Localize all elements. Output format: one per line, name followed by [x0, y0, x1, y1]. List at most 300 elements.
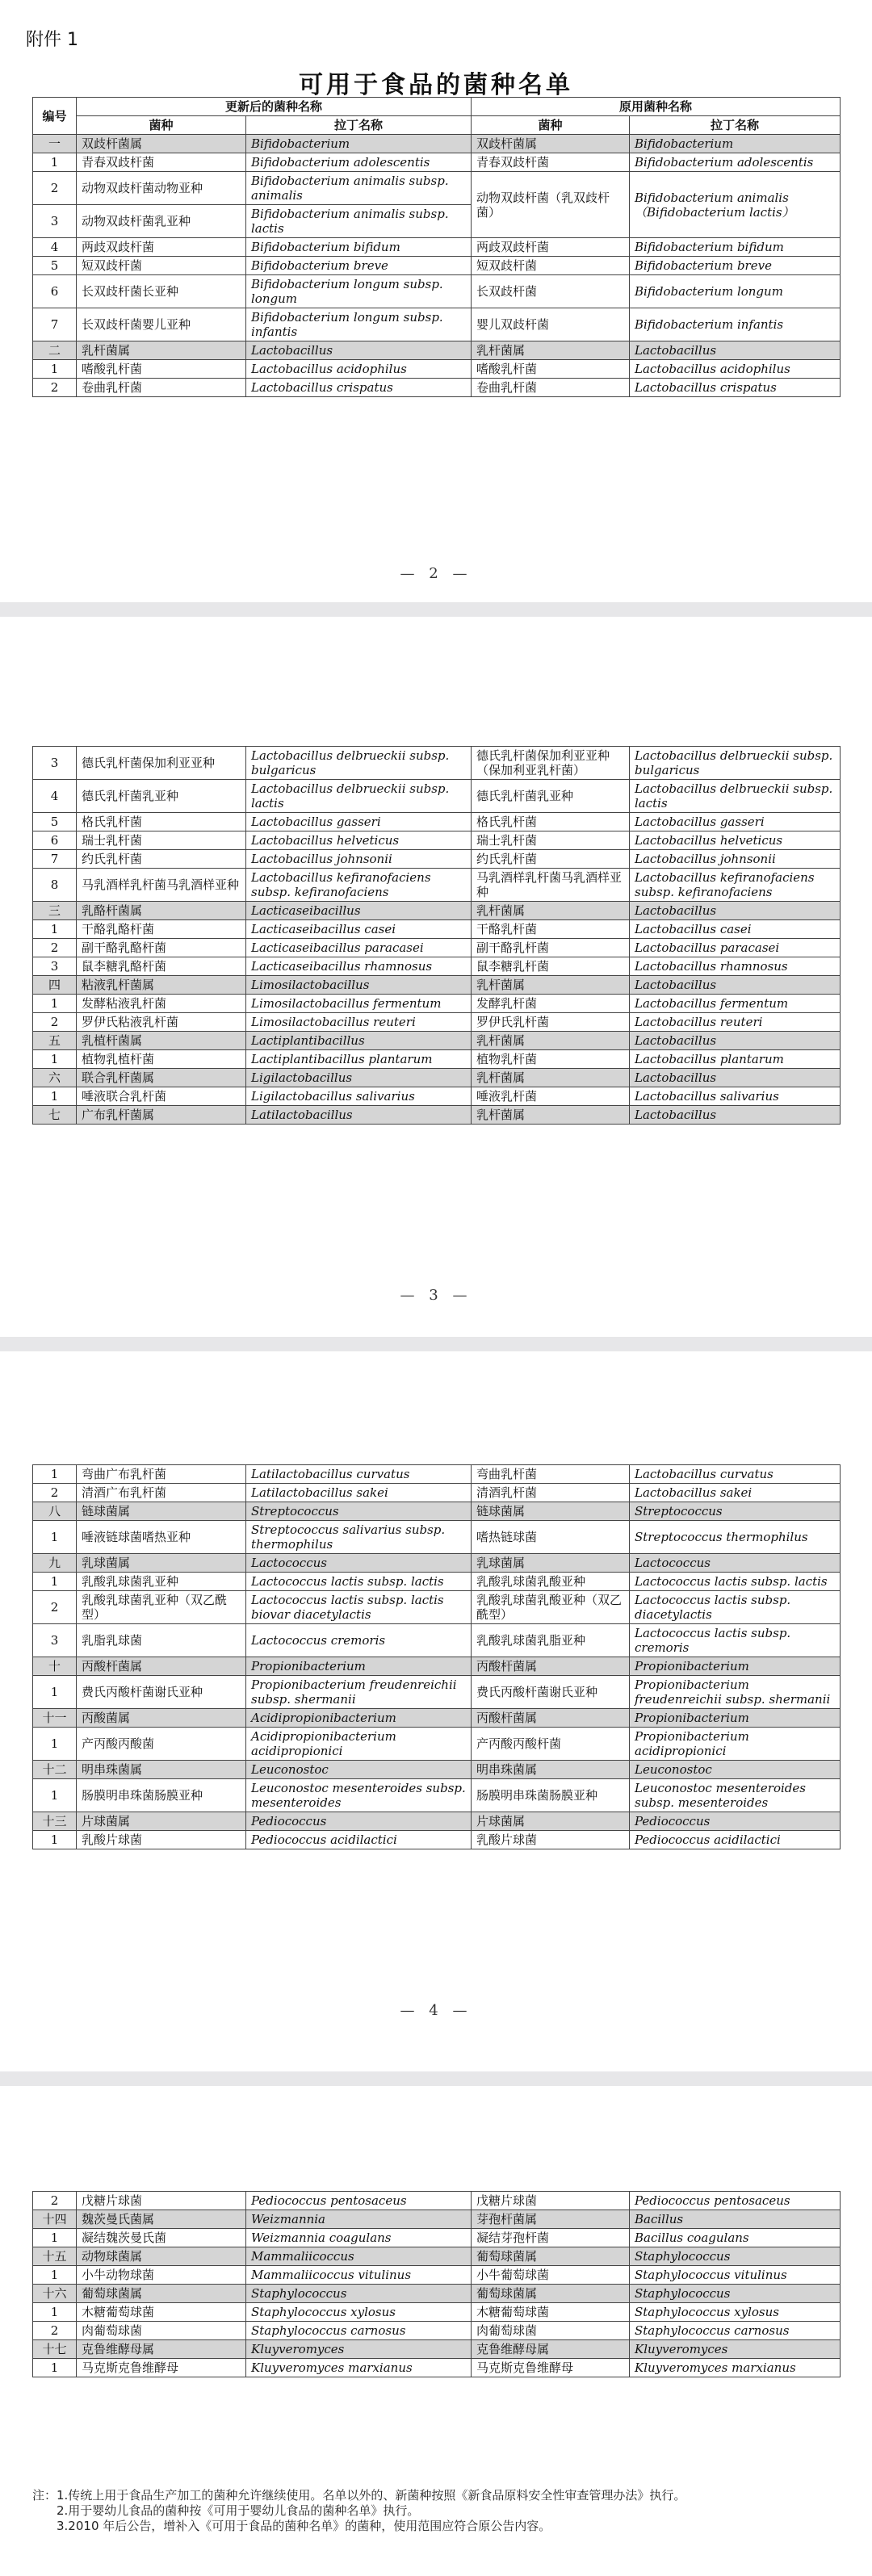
cell-number: 1 [33, 1573, 77, 1591]
cell-original-strain: 戊糖片球菌 [472, 2192, 630, 2210]
cell-original-strain: 乳杆菌属 [472, 341, 630, 360]
cell-original-latin: Propionibacterium freudenreichii subsp. shermanii [630, 1676, 841, 1709]
cell-strain: 唾液链球菌嗜热亚种 [77, 1521, 246, 1554]
cell-number: 七 [33, 1106, 77, 1125]
cell-original-latin: Pediococcus pentosaceus [630, 2192, 841, 2210]
cell-original-strain: 婴儿双歧杆菌 [472, 308, 630, 341]
cell-latin: Lactobacillus crispatus [246, 379, 472, 397]
cell-original-strain: 乳杆菌属 [472, 1106, 630, 1125]
cell-latin: Lacticaseibacillus casei [246, 920, 472, 939]
cell-original-strain: 短双歧杆菌 [472, 257, 630, 275]
cell-original-strain: 小牛葡萄球菌 [472, 2266, 630, 2285]
cell-original-strain: 长双歧杆菌 [472, 275, 630, 308]
cell-latin: Latilactobacillus [246, 1106, 472, 1125]
cell-latin: Lactococcus cremoris [246, 1624, 472, 1657]
cell-strain: 罗伊氏粘液乳杆菌 [77, 1013, 246, 1032]
table-row [33, 1013, 841, 1032]
cell-number: 1 [33, 1779, 77, 1812]
cell-number: 四 [33, 976, 77, 995]
cell-strain: 粘液乳杆菌属 [77, 976, 246, 995]
cell-strain: 产丙酸丙酸菌 [77, 1728, 246, 1761]
cell-original-strain: 肉葡萄球菌 [472, 2322, 630, 2340]
cell-original-strain: 肠膜明串珠菌肠膜亚种 [472, 1779, 630, 1812]
cell-latin: Streptococcus [246, 1502, 472, 1521]
cell-number: 6 [33, 275, 77, 308]
table-row [33, 308, 841, 341]
genus-row [33, 1709, 841, 1728]
cell-number: 5 [33, 813, 77, 831]
genus-row [33, 1106, 841, 1125]
cell-latin: Lactobacillus [246, 341, 472, 360]
cell-original-strain: 植物乳杆菌 [472, 1050, 630, 1069]
cell-strain: 马乳酒样乳杆菌马乳酒样亚种 [77, 869, 246, 902]
cell-original-strain: 清酒乳杆菌 [472, 1484, 630, 1502]
genus-row [33, 2340, 841, 2359]
cell-latin: Lacticaseibacillus paracasei [246, 939, 472, 957]
cell-number: 十四 [33, 2210, 77, 2229]
cell-strain: 格氏乳杆菌 [77, 813, 246, 831]
cell-strain: 瑞士乳杆菌 [77, 831, 246, 850]
page-number: — 4 — [400, 2002, 472, 2019]
genus-row [33, 976, 841, 995]
cell-original-strain: 副干酪乳杆菌 [472, 939, 630, 957]
cell-latin: Bifidobacterium [246, 135, 472, 153]
cell-original-strain: 乳杆菌属 [472, 1069, 630, 1087]
cell-original-strain: 丙酸杆菌属 [472, 1709, 630, 1728]
cell-strain: 清酒广布乳杆菌 [77, 1484, 246, 1502]
cell-latin: Lactococcus lactis subsp. lactis [246, 1573, 472, 1591]
strain-table-page-3 [32, 1464, 841, 1849]
cell-original-latin: Lactococcus [630, 1554, 841, 1573]
cell-original-latin: Staphylococcus vitulinus [630, 2266, 841, 2285]
cell-strain: 两歧双歧杆菌 [77, 238, 246, 257]
cell-latin: Lactobacillus helveticus [246, 831, 472, 850]
cell-strain: 约氏乳杆菌 [77, 850, 246, 869]
cell-number: 十三 [33, 1812, 77, 1831]
cell-original-strain: 马乳酒样乳杆菌马乳酒样亚种 [472, 869, 630, 902]
cell-latin: Weizmannia [246, 2210, 472, 2229]
table-row [33, 995, 841, 1013]
cell-latin: Mammaliicoccus vitulinus [246, 2266, 472, 2285]
cell-latin: Lactobacillus delbrueckii subsp. lactis [246, 780, 472, 813]
cell-number: 3 [33, 1624, 77, 1657]
cell-original-latin: Lactobacillus curvatus [630, 1465, 841, 1484]
cell-original-latin: Bifidobacterium bifidum [630, 238, 841, 257]
table-row [33, 1087, 841, 1106]
header-original-name: 原用菌种名称 [472, 98, 841, 116]
cell-original-latin: Lactobacillus acidophilus [630, 360, 841, 379]
cell-original-latin: Staphylococcus [630, 2247, 841, 2266]
header-updated-name: 更新后的菌种名称 [77, 98, 472, 116]
cell-original-strain: 乳杆菌属 [472, 902, 630, 920]
cell-number: 九 [33, 1554, 77, 1573]
cell-strain: 乳酸片球菌 [77, 1831, 246, 1849]
cell-strain: 链球菌属 [77, 1502, 246, 1521]
cell-latin: Kluyveromyces [246, 2340, 472, 2359]
cell-latin: Pediococcus pentosaceus [246, 2192, 472, 2210]
cell-original-strain: 干酪乳杆菌 [472, 920, 630, 939]
table-row [33, 1831, 841, 1849]
cell-number: 2 [33, 939, 77, 957]
cell-number: 1 [33, 360, 77, 379]
table-row [33, 747, 841, 780]
footnote-3: 3.2010 年后公告，增补入《可用于食品的菌种名单》的菌种，使用范围应符合原公告内容。 [57, 2519, 551, 2533]
cell-number: 1 [33, 1831, 77, 1849]
table-row [33, 920, 841, 939]
cell-original-strain: 片球菌属 [472, 1812, 630, 1831]
document-title: 可用于食品的菌种名单 [299, 71, 573, 99]
cell-number: 2 [33, 1591, 77, 1624]
cell-strain: 乳酸乳球菌乳亚种（双乙酰型） [77, 1591, 246, 1624]
page-separator [0, 2071, 872, 2086]
cell-strain: 德氏乳杆菌乳亚种 [77, 780, 246, 813]
table-row [33, 1624, 841, 1657]
cell-original-latin: Lactobacillus [630, 341, 841, 360]
cell-number: 1 [33, 1728, 77, 1761]
cell-original-latin: Bifidobacterium infantis [630, 308, 841, 341]
table-row [33, 1484, 841, 1502]
genus-row [33, 1502, 841, 1521]
cell-original-strain: 罗伊氏乳杆菌 [472, 1013, 630, 1032]
cell-original-latin: Lactobacillus plantarum [630, 1050, 841, 1069]
cell-number: 2 [33, 1013, 77, 1032]
genus-row [33, 1761, 841, 1779]
cell-latin: Bifidobacterium animalis subsp. lactis [246, 205, 472, 238]
cell-original-strain: 德氏乳杆菌保加利亚亚种（保加利亚乳杆菌） [472, 747, 630, 780]
table-row [33, 2266, 841, 2285]
cell-original-latin: Kluyveromyces [630, 2340, 841, 2359]
cell-original-latin: Lactobacillus kefiranofaciens subsp. kefiranofaciens [630, 869, 841, 902]
genus-row [33, 2210, 841, 2229]
cell-original-latin: Leuconostoc [630, 1761, 841, 1779]
cell-latin: Lactobacillus acidophilus [246, 360, 472, 379]
cell-strain: 干酪乳酪杆菌 [77, 920, 246, 939]
cell-original-latin: Lactobacillus [630, 902, 841, 920]
cell-original-latin: Lactobacillus sakei [630, 1484, 841, 1502]
cell-strain: 卷曲乳杆菌 [77, 379, 246, 397]
table-row [33, 831, 841, 850]
cell-latin: Pediococcus [246, 1812, 472, 1831]
cell-strain: 广布乳杆菌属 [77, 1106, 246, 1125]
cell-original-latin: Staphylococcus [630, 2285, 841, 2303]
table-row [33, 2322, 841, 2340]
table-row [33, 1676, 841, 1709]
cell-original-strain: 嗜热链球菌 [472, 1521, 630, 1554]
cell-original-strain: 凝结芽孢杆菌 [472, 2229, 630, 2247]
cell-original-strain: 嗜酸乳杆菌 [472, 360, 630, 379]
cell-strain: 克鲁维酵母属 [77, 2340, 246, 2359]
page-2 [0, 617, 872, 1448]
cell-original-latin: Bifidobacterium adolescentis [630, 153, 841, 172]
cell-strain: 木糖葡萄球菌 [77, 2303, 246, 2322]
cell-number: 2 [33, 379, 77, 397]
cell-latin: Latilactobacillus curvatus [246, 1465, 472, 1484]
cell-number: 十五 [33, 2247, 77, 2266]
table-row [33, 869, 841, 902]
cell-original-strain: 青春双歧杆菌 [472, 153, 630, 172]
cell-strain: 青春双歧杆菌 [77, 153, 246, 172]
cell-number: 一 [33, 135, 77, 153]
cell-original-latin: Lactobacillus johnsonii [630, 850, 841, 869]
cell-strain: 戊糖片球菌 [77, 2192, 246, 2210]
cell-original-strain: 动物双歧杆菌（乳双歧杆菌） [472, 172, 630, 238]
cell-strain: 乳球菌属 [77, 1554, 246, 1573]
cell-number: 1 [33, 1676, 77, 1709]
cell-number: 十 [33, 1657, 77, 1676]
cell-latin: Ligilactobacillus [246, 1069, 472, 1087]
cell-strain: 肠膜明串珠菌肠膜亚种 [77, 1779, 246, 1812]
cell-strain: 鼠李糖乳酪杆菌 [77, 957, 246, 976]
cell-original-latin: Bacillus coagulans [630, 2229, 841, 2247]
footnote-1: 注：1.传统上用于食品生产加工的菌种允许继续使用。名单以外的、新菌种按照《新食品原料安全性审查管理办法》执行。 [32, 2488, 686, 2503]
cell-latin: Bifidobacterium animalis subsp. animalis [246, 172, 472, 205]
cell-latin: Latilactobacillus sakei [246, 1484, 472, 1502]
cell-strain: 唾液联合乳杆菌 [77, 1087, 246, 1106]
strain-table-page-1 [32, 97, 841, 397]
cell-latin: Staphylococcus carnosus [246, 2322, 472, 2340]
genus-row [33, 1812, 841, 1831]
cell-original-latin: Pediococcus acidilactici [630, 1831, 841, 1849]
cell-number: 2 [33, 1484, 77, 1502]
cell-number: 7 [33, 308, 77, 341]
cell-original-latin: Bifidobacterium [630, 135, 841, 153]
cell-number: 1 [33, 2229, 77, 2247]
cell-original-latin: Bacillus [630, 2210, 841, 2229]
cell-number: 3 [33, 747, 77, 780]
table-row [33, 172, 841, 205]
cell-strain: 凝结魏茨曼氏菌 [77, 2229, 246, 2247]
cell-original-strain: 格氏乳杆菌 [472, 813, 630, 831]
cell-strain: 嗜酸乳杆菌 [77, 360, 246, 379]
cell-original-latin: Bifidobacterium longum [630, 275, 841, 308]
cell-original-strain: 乳杆菌属 [472, 976, 630, 995]
cell-original-latin: Lactobacillus delbrueckii subsp. lactis [630, 780, 841, 813]
cell-original-strain: 双歧杆菌属 [472, 135, 630, 153]
table-row [33, 1465, 841, 1484]
cell-strain: 丙酸杆菌属 [77, 1657, 246, 1676]
header-strain: 菌种 [77, 116, 246, 135]
cell-original-latin: Lactobacillus paracasei [630, 939, 841, 957]
cell-latin: Bifidobacterium longum subsp. longum [246, 275, 472, 308]
cell-strain: 长双歧杆菌长亚种 [77, 275, 246, 308]
cell-latin: Lactobacillus delbrueckii subsp. bulgaricus [246, 747, 472, 780]
table-row [33, 238, 841, 257]
table-row [33, 1521, 841, 1554]
cell-latin: Propionibacterium freudenreichii subsp. shermanii [246, 1676, 472, 1709]
cell-number: 1 [33, 1087, 77, 1106]
cell-number: 1 [33, 920, 77, 939]
cell-original-strain: 丙酸杆菌属 [472, 1657, 630, 1676]
page-number: — 2 — [400, 565, 472, 582]
cell-number: 三 [33, 902, 77, 920]
cell-original-strain: 马克斯克鲁维酵母 [472, 2359, 630, 2377]
table-row [33, 360, 841, 379]
cell-number: 2 [33, 2322, 77, 2340]
cell-original-latin: Lactobacillus helveticus [630, 831, 841, 850]
cell-strain: 丙酸菌属 [77, 1709, 246, 1728]
cell-number: 1 [33, 1465, 77, 1484]
cell-original-strain: 乳酸乳球菌乳脂亚种 [472, 1624, 630, 1657]
cell-original-latin: Lactobacillus [630, 1106, 841, 1125]
footnotes [32, 2488, 840, 2534]
cell-number: 3 [33, 957, 77, 976]
attachment-label: 附件 1 [26, 30, 78, 50]
cell-strain: 葡萄球菌属 [77, 2285, 246, 2303]
cell-original-latin: Bifidobacterium animalis（Bifidobacterium lactis） [630, 172, 841, 238]
table-row [33, 813, 841, 831]
table-row [33, 1573, 841, 1591]
cell-number: 十七 [33, 2340, 77, 2359]
cell-original-strain: 乳酸乳球菌乳酸亚种 [472, 1573, 630, 1591]
cell-strain: 动物双歧杆菌乳亚种 [77, 205, 246, 238]
table-row [33, 257, 841, 275]
cell-original-strain: 明串珠菌属 [472, 1761, 630, 1779]
cell-latin: Leuconostoc [246, 1761, 472, 1779]
cell-strain: 魏茨曼氏菌属 [77, 2210, 246, 2229]
cell-latin: Lactobacillus johnsonii [246, 850, 472, 869]
cell-number: 5 [33, 257, 77, 275]
cell-latin: Lacticaseibacillus [246, 902, 472, 920]
table-row [33, 957, 841, 976]
cell-strain: 弯曲广布乳杆菌 [77, 1465, 246, 1484]
cell-latin: Bifidobacterium longum subsp. infantis [246, 308, 472, 341]
cell-original-strain: 葡萄球菌属 [472, 2247, 630, 2266]
cell-latin: Kluyveromyces marxianus [246, 2359, 472, 2377]
table-row [33, 2192, 841, 2210]
cell-original-strain: 乳杆菌属 [472, 1032, 630, 1050]
table-row [33, 1728, 841, 1761]
cell-latin: Ligilactobacillus salivarius [246, 1087, 472, 1106]
cell-strain: 乳植杆菌属 [77, 1032, 246, 1050]
table-row [33, 2359, 841, 2377]
table-row [33, 275, 841, 308]
cell-original-latin: Streptococcus [630, 1502, 841, 1521]
footnote-2: 2.用于婴幼儿食品的菌种按《可用于婴幼儿食品的菌种名单》执行。 [57, 2503, 420, 2518]
cell-original-strain: 乳酸片球菌 [472, 1831, 630, 1849]
cell-original-strain: 链球菌属 [472, 1502, 630, 1521]
table-row [33, 780, 841, 813]
cell-original-latin: Lactobacillus delbrueckii subsp. bulgaricus [630, 747, 841, 780]
cell-number: 二 [33, 341, 77, 360]
cell-number: 十二 [33, 1761, 77, 1779]
cell-original-strain: 乳球菌属 [472, 1554, 630, 1573]
cell-strain: 乳酪杆菌属 [77, 902, 246, 920]
genus-row [33, 1554, 841, 1573]
header-original-strain: 菌种 [472, 116, 630, 135]
cell-original-strain: 约氏乳杆菌 [472, 850, 630, 869]
cell-original-strain: 唾液乳杆菌 [472, 1087, 630, 1106]
cell-strain: 联合乳杆菌属 [77, 1069, 246, 1087]
genus-row [33, 1032, 841, 1050]
cell-original-latin: Lactobacillus [630, 1069, 841, 1087]
cell-strain: 肉葡萄球菌 [77, 2322, 246, 2340]
strain-table-page-4 [32, 2191, 841, 2377]
cell-latin: Lactiplantibacillus [246, 1032, 472, 1050]
cell-original-strain: 芽孢杆菌属 [472, 2210, 630, 2229]
cell-original-strain: 克鲁维酵母属 [472, 2340, 630, 2359]
header-latin: 拉丁名称 [246, 116, 472, 135]
cell-original-strain: 鼠李糖乳杆菌 [472, 957, 630, 976]
cell-number: 1 [33, 2303, 77, 2322]
cell-original-latin: Lactobacillus fermentum [630, 995, 841, 1013]
header-original-latin: 拉丁名称 [630, 116, 841, 135]
page-separator [0, 1337, 872, 1351]
cell-latin: Bifidobacterium breve [246, 257, 472, 275]
header-number: 编号 [33, 98, 77, 135]
cell-strain: 乳酸乳球菌乳亚种 [77, 1573, 246, 1591]
genus-row [33, 1657, 841, 1676]
cell-latin: Streptococcus salivarius subsp. thermophilus [246, 1521, 472, 1554]
cell-original-latin: Kluyveromyces marxianus [630, 2359, 841, 2377]
cell-original-strain: 木糖葡萄球菌 [472, 2303, 630, 2322]
cell-original-strain: 德氏乳杆菌乳亚种 [472, 780, 630, 813]
cell-number: 1 [33, 2266, 77, 2285]
cell-original-latin: Lactobacillus salivarius [630, 1087, 841, 1106]
table-row [33, 1779, 841, 1812]
cell-strain: 双歧杆菌属 [77, 135, 246, 153]
cell-number: 八 [33, 1502, 77, 1521]
cell-original-latin: Staphylococcus carnosus [630, 2322, 841, 2340]
cell-strain: 明串珠菌属 [77, 1761, 246, 1779]
page-3 [0, 1351, 872, 2062]
cell-number: 8 [33, 869, 77, 902]
table-row [33, 379, 841, 397]
genus-row [33, 902, 841, 920]
table-row [33, 2229, 841, 2247]
cell-strain: 短双歧杆菌 [77, 257, 246, 275]
genus-row [33, 2247, 841, 2266]
cell-original-latin: Propionibacterium acidipropionici [630, 1728, 841, 1761]
page-1 [0, 0, 872, 582]
genus-row [33, 1069, 841, 1087]
cell-original-latin: Lactococcus lactis subsp. lactis [630, 1573, 841, 1591]
table-row [33, 1050, 841, 1069]
cell-strain: 长双歧杆菌婴儿亚种 [77, 308, 246, 341]
cell-latin: Staphylococcus xylosus [246, 2303, 472, 2322]
cell-number: 十六 [33, 2285, 77, 2303]
cell-strain: 植物乳植杆菌 [77, 1050, 246, 1069]
cell-latin: Staphylococcus [246, 2285, 472, 2303]
cell-original-latin: Lactococcus lactis subsp. cremoris [630, 1624, 841, 1657]
cell-original-strain: 瑞士乳杆菌 [472, 831, 630, 850]
cell-strain: 副干酪乳酪杆菌 [77, 939, 246, 957]
cell-strain: 动物双歧杆菌动物亚种 [77, 172, 246, 205]
cell-latin: Lactococcus [246, 1554, 472, 1573]
cell-strain: 发酵粘液乳杆菌 [77, 995, 246, 1013]
page-number: — 3 — [400, 1287, 472, 1304]
cell-latin: Lacticaseibacillus rhamnosus [246, 957, 472, 976]
cell-latin: Pediococcus acidilactici [246, 1831, 472, 1849]
cell-original-strain: 发酵乳杆菌 [472, 995, 630, 1013]
cell-original-strain: 卷曲乳杆菌 [472, 379, 630, 397]
cell-number: 1 [33, 995, 77, 1013]
cell-latin: Bifidobacterium bifidum [246, 238, 472, 257]
cell-latin: Acidipropionibacterium acidipropionici [246, 1728, 472, 1761]
cell-latin: Lactococcus lactis subsp. lactis biovar diacetylactis [246, 1591, 472, 1624]
cell-latin: Bifidobacterium adolescentis [246, 153, 472, 172]
table-row [33, 1591, 841, 1624]
cell-strain: 乳脂乳球菌 [77, 1624, 246, 1657]
cell-latin: Lactobacillus gasseri [246, 813, 472, 831]
table-row [33, 850, 841, 869]
cell-strain: 小牛动物球菌 [77, 2266, 246, 2285]
cell-original-latin: Lactococcus lactis subsp. diacetylactis [630, 1591, 841, 1624]
cell-number: 4 [33, 238, 77, 257]
cell-number: 1 [33, 1050, 77, 1069]
cell-number: 六 [33, 1069, 77, 1087]
cell-strain: 马克斯克鲁维酵母 [77, 2359, 246, 2377]
cell-original-strain: 弯曲乳杆菌 [472, 1465, 630, 1484]
